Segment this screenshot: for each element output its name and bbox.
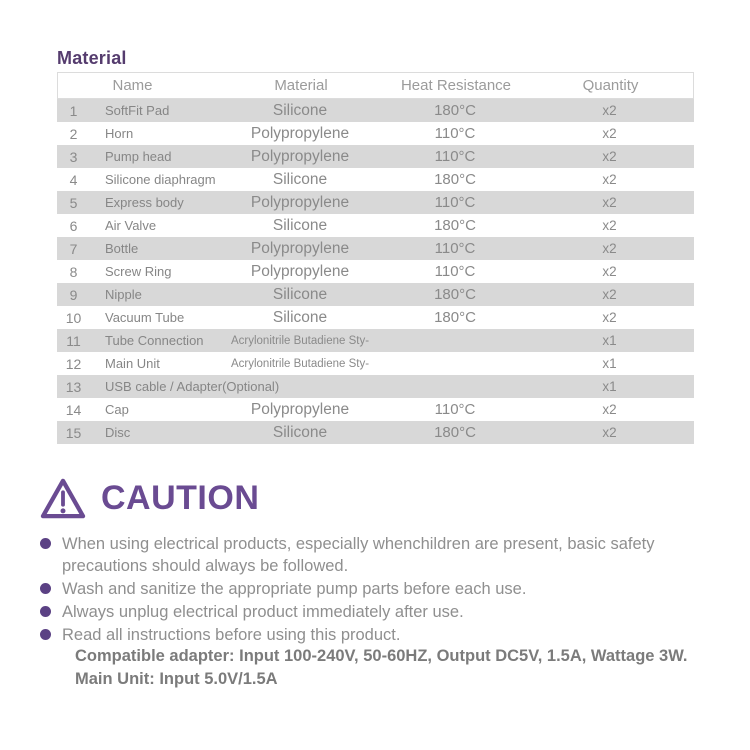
cell-name: Pump head: [105, 149, 172, 164]
cell-material: Polypropylene: [250, 193, 350, 211]
bullet-dot-icon: [40, 538, 51, 549]
column-header-material: Material: [274, 77, 328, 94]
table-row: [57, 214, 694, 237]
cell-material: Polypropylene: [250, 400, 350, 418]
table-row: [57, 122, 694, 145]
cell-heat-resistance: 110°C: [434, 263, 476, 280]
table-row: [57, 260, 694, 283]
column-header-name: Name: [112, 77, 153, 94]
cell-name: Cap: [105, 402, 129, 417]
cell-name: Horn: [105, 126, 134, 141]
cell-number: 1: [69, 102, 78, 119]
cell-name: Express body: [105, 195, 184, 210]
table-row: [57, 421, 694, 444]
cell-quantity: x2: [602, 195, 617, 210]
cell-material: Polypropylene: [250, 124, 350, 142]
cell-quantity: x2: [602, 126, 617, 141]
table-row: [57, 306, 694, 329]
cell-name: Nipple: [105, 287, 142, 302]
cell-name: Bottle: [105, 241, 139, 256]
material-section-title: Material: [57, 48, 127, 68]
cell-name: Disc: [105, 425, 131, 440]
cell-number: 2: [69, 125, 78, 142]
cell-quantity: x1: [602, 333, 617, 348]
cell-material: Silicone: [272, 423, 328, 441]
bullet-text: Read all instructions before using this product.: [62, 626, 401, 644]
material-table: [57, 72, 694, 444]
warning-triangle-icon: [40, 478, 86, 519]
cell-quantity: x2: [602, 241, 617, 256]
column-header-heat-resistance: Heat Resistance: [400, 77, 512, 94]
cell-name: USB cable / Adapter(Optional): [105, 379, 280, 394]
cell-quantity: x2: [602, 149, 617, 164]
material-table-body: [57, 99, 694, 444]
cell-heat-resistance: 180°C: [434, 309, 476, 326]
cell-number: 12: [65, 355, 82, 372]
cell-name: Tube Connection: [105, 333, 204, 348]
cell-name: Main Unit: [105, 356, 160, 371]
caution-header: [40, 478, 259, 519]
cell-number: 3: [69, 148, 78, 165]
cell-name: Vacuum Tube: [105, 310, 185, 325]
cell-material: Polypropylene: [250, 239, 350, 257]
cell-quantity: x1: [602, 356, 617, 371]
cell-quantity: x2: [602, 264, 617, 279]
cell-quantity: x2: [602, 402, 617, 417]
cell-material: Silicone: [272, 308, 328, 326]
table-row: [57, 191, 694, 214]
cell-heat-resistance: 180°C: [434, 286, 476, 303]
cell-heat-resistance: 110°C: [434, 401, 476, 418]
column-header-quantity: Quantity: [582, 77, 639, 94]
caution-bullet-list: [40, 533, 712, 647]
cell-name: SoftFit Pad: [105, 103, 170, 118]
table-row: [57, 237, 694, 260]
cell-quantity: x1: [602, 379, 617, 394]
bullet-text: Wash and sanitize the appropriate pump parts before each use.: [62, 580, 527, 598]
note-line: Compatible adapter: Input 100-240V, 50-60HZ, Output DC5V, 1.5A, Wattage 3W.: [75, 647, 688, 665]
cell-number: 4: [69, 171, 78, 188]
table-row: [57, 352, 694, 375]
cell-name: Silicone diaphragm: [105, 172, 216, 187]
cell-quantity: x2: [602, 103, 617, 118]
cell-material: Acrylonitrile Butadiene Sty-: [230, 334, 370, 347]
cell-number: 7: [69, 240, 78, 257]
bullet-dot-icon: [40, 629, 51, 640]
cell-quantity: x2: [602, 287, 617, 302]
caution-title: CAUTION: [101, 479, 260, 517]
cell-material: Silicone: [272, 285, 328, 303]
caution-bullet-item: [40, 578, 712, 600]
cell-number: 6: [69, 217, 78, 234]
cell-heat-resistance: 180°C: [434, 217, 476, 234]
cell-number: 14: [65, 401, 82, 418]
cell-number: 9: [69, 286, 78, 303]
table-row: [57, 168, 694, 191]
cell-material: Polypropylene: [250, 262, 350, 280]
cell-quantity: x2: [602, 172, 617, 187]
cell-material: Silicone: [272, 101, 328, 119]
bullet-text: Always unplug electrical product immediately after use.: [62, 603, 464, 621]
bullet-dot-icon: [40, 606, 51, 617]
table-row: [57, 329, 694, 352]
cell-heat-resistance: 110°C: [434, 125, 476, 142]
cell-material: Acrylonitrile Butadiene Sty-: [230, 357, 370, 370]
cell-name: Air Valve: [105, 218, 157, 233]
cell-heat-resistance: 110°C: [434, 148, 476, 165]
cell-number: 13: [65, 378, 82, 395]
cell-number: 15: [65, 424, 82, 441]
table-row: [57, 99, 694, 122]
cell-material: Polypropylene: [250, 147, 350, 165]
bullet-text: When using electrical products, especially whenchildren are present, basic safety precautions should always be followed.: [62, 535, 655, 575]
cell-material: Silicone: [272, 216, 328, 234]
cell-name: Screw Ring: [105, 264, 172, 279]
cell-heat-resistance: 180°C: [434, 171, 476, 188]
cell-number: 5: [69, 194, 78, 211]
cell-heat-resistance: 180°C: [434, 424, 476, 441]
cell-heat-resistance: 110°C: [434, 240, 476, 257]
cell-quantity: x2: [602, 425, 617, 440]
cell-material: Silicone: [272, 170, 328, 188]
adapter-notes: [75, 645, 725, 691]
table-row: [57, 145, 694, 168]
bullet-dot-icon: [40, 583, 51, 594]
table-row: [57, 398, 694, 421]
caution-bullet-item: [40, 624, 712, 646]
table-header-row: [57, 72, 694, 99]
cell-quantity: x2: [602, 218, 617, 233]
cell-quantity: x2: [602, 310, 617, 325]
cell-number: 8: [69, 263, 78, 280]
caution-bullet-item: [40, 601, 712, 623]
table-row: [57, 375, 694, 398]
table-row: [57, 283, 694, 306]
cell-heat-resistance: 110°C: [434, 194, 476, 211]
cell-heat-resistance: 180°C: [434, 102, 476, 119]
caution-bullet-item: [40, 533, 712, 577]
note-line: Main Unit: Input 5.0V/1.5A: [75, 670, 278, 688]
cell-number: 11: [66, 332, 81, 349]
cell-number: 10: [65, 309, 82, 326]
